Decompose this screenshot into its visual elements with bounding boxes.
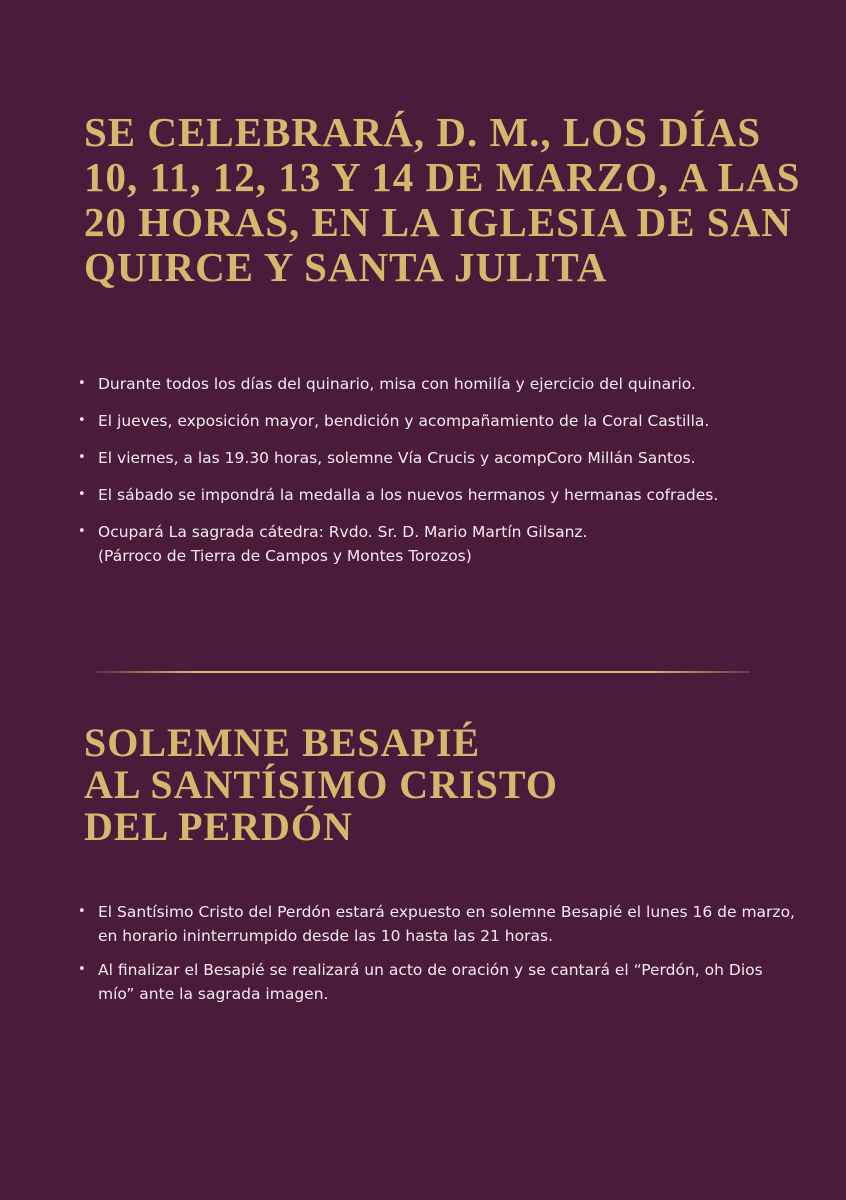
besapie-heading-line1: SOLEMNE BESAPIÉ xyxy=(84,720,481,765)
list-item xyxy=(76,372,796,396)
list-item xyxy=(76,958,796,1006)
list-item xyxy=(76,520,796,568)
besapie-heading xyxy=(84,722,804,848)
besapie-heading-line2: AL SANTÍSIMO CRISTO xyxy=(84,762,558,807)
heading-part: SE CELEBRARÁ, D. M., LOS DÍAS xyxy=(84,109,762,155)
list-item xyxy=(76,409,796,433)
list-item xyxy=(76,446,796,470)
list-item-text: Durante todos los días del quinario, misa con homilía y ejercicio del quinario. xyxy=(98,375,696,393)
heading-dates: 10, 11, 12, 13 Y 14 DE MARZO xyxy=(84,154,658,200)
heading-part: , A LAS 20 HORAS, EN LA IGLESIA DE SAN QUIRCE Y SANTA JULITA xyxy=(84,154,801,290)
section-divider xyxy=(94,671,750,673)
list-item-text: El Santísimo Cristo del Perdón estará expuesto en solemne Besapié el lunes 16 de marzo, en horario ininterrumpido desde las 10 hasta las 21 horas. xyxy=(98,903,795,945)
list-item xyxy=(76,483,796,507)
list-item-text: Ocupará La sagrada cátedra: Rvdo. Sr. D. Mario Martín Gilsanz. xyxy=(98,523,588,541)
besapie-list xyxy=(76,900,796,1016)
list-item-text: El sábado se impondrá la medalla a los nuevos hermanos y hermanas cofrades. xyxy=(98,486,719,504)
list-item xyxy=(76,900,796,948)
quinario-list xyxy=(76,372,796,581)
list-item-subtext: (Párroco de Tierra de Campos y Montes Torozos) xyxy=(98,547,472,565)
besapie-heading-line3: DEL PERDÓN xyxy=(84,804,353,849)
list-item-text: Al finalizar el Besapié se realizará un acto de oración y se cantará el “Perdón, oh Dios mío” ante la sagrada imagen. xyxy=(98,961,763,1003)
list-item-text: El jueves, exposición mayor, bendición y acompañamiento de la Coral Castilla. xyxy=(98,412,710,430)
quinario-heading xyxy=(84,110,804,290)
list-item-text: El viernes, a las 19.30 horas, solemne Vía Crucis y acompCoro Millán Santos. xyxy=(98,449,696,467)
